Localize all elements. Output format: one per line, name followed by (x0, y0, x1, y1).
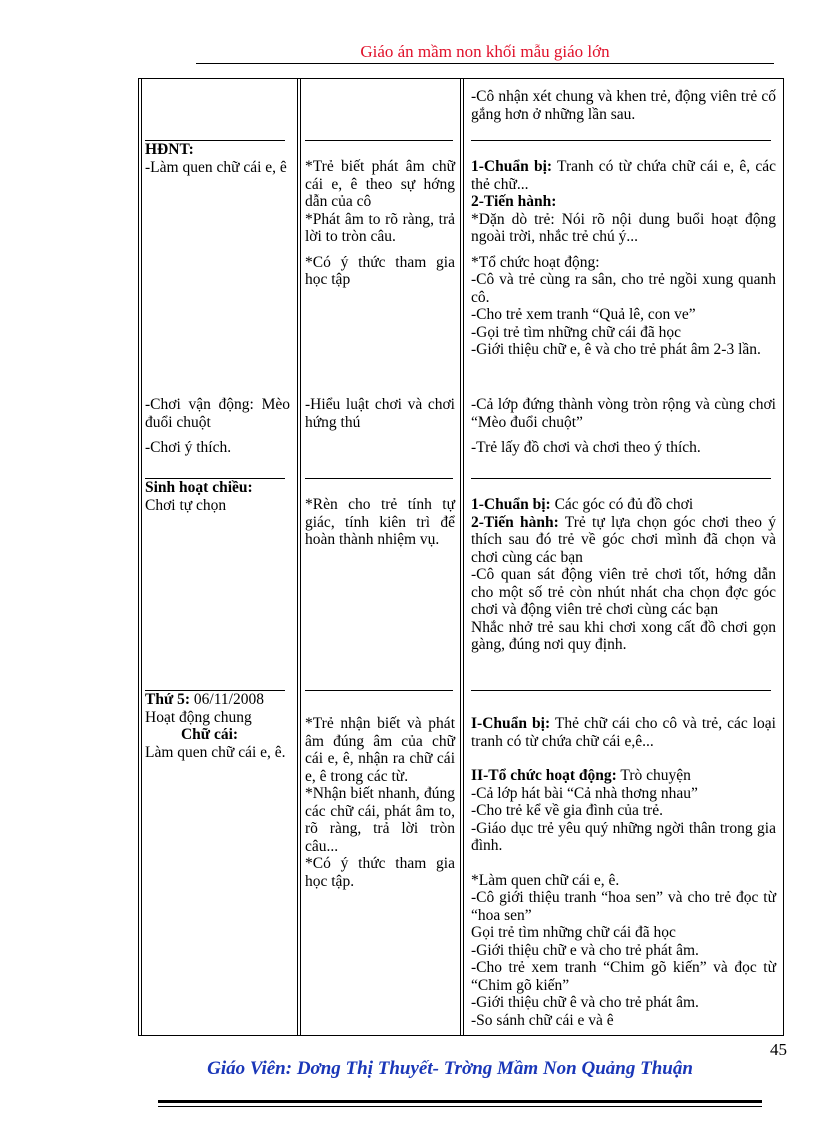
thursday-step: Gọi trẻ tìm những chữ cái đã học (471, 924, 676, 941)
thursday-goals (305, 715, 455, 890)
afternoon-procedure (471, 496, 776, 654)
game-step: -Cả lớp đứng thành vòng tròn rộng và cùng chơi “Mèo đuổi chuột” (471, 396, 776, 431)
separator (471, 478, 771, 479)
free-play-activity: -Chơi ý thích. (145, 439, 232, 456)
table-left-border (138, 78, 142, 1036)
hdnt-step: *Dặn dò trẻ: Nói rõ nội dung buổi hoạt động ngoài trời, nhắc trẻ chú ý... (471, 210, 776, 245)
free-play-step: -Trẻ lấy đồ chơi và chơi theo ý thích. (471, 439, 701, 456)
separator (471, 690, 771, 691)
game-column-1 (145, 396, 290, 457)
table-top-border (138, 78, 784, 79)
footer-rule (158, 1100, 762, 1103)
table-right-border (783, 78, 784, 1036)
separator (305, 140, 453, 141)
separator (305, 690, 453, 691)
table-bottom-border (138, 1035, 784, 1036)
evaluation-note: -Cô nhận xét chung và khen trẻ, động viên trẻ cố gắng hơn ở những lần sau. (471, 88, 776, 123)
page-header-title: Giáo án mầm non khối mẫu giáo lớn (360, 42, 610, 61)
thursday-step: -So sánh chữ cái e và ê (471, 1011, 614, 1029)
hdnt-step: -Cô và trẻ cùng ra sân, cho trẻ ngồi xung quanh cô. (471, 271, 776, 306)
thursday-procedure (471, 715, 776, 1029)
thursday-org-text: Trò chuyện (616, 767, 691, 784)
thursday-step: -Cho trẻ kể về gia đình của trẻ. (471, 802, 663, 819)
game-activity: -Chơi vận động: Mèo đuổi chuột (145, 396, 290, 431)
thursday-day-label: Thứ 5: (145, 691, 191, 708)
footer-teacher: Giáo Viên: Dơng Thị Thuyết- Trờng Mầm Non Quảng Thuận (207, 1058, 693, 1079)
separator (305, 478, 453, 479)
hdnt-goal-3: *Có ý thức tham gia học tập (305, 253, 455, 288)
thursday-column-1 (145, 691, 290, 761)
thursday-step: -Giới thiệu chữ e và cho trẻ phát âm. (471, 941, 699, 959)
hdnt-heading: HĐNT: (145, 141, 194, 158)
afternoon-goal: *Rèn cho trẻ tính tự giác, tính kiên trì để hoàn thành nhiệm vụ. (305, 496, 455, 548)
game-procedure (471, 396, 776, 457)
thursday-step: *Làm quen chữ cái e, ê. (471, 871, 620, 889)
afternoon-proc-label: 2-Tiến hành: (471, 513, 559, 531)
thursday-step: -Cả lớp hát bài “Cả nhà thơng nhau” (471, 784, 698, 802)
hdnt-column-1 (145, 141, 290, 176)
thursday-goal-1: *Trẻ nhận biết và phát âm đúng âm của chữ cái e, ê, nhận ra chữ cái e, ê trong các từ. (305, 715, 455, 785)
footer-rule (158, 1106, 762, 1107)
game-goal: -Hiểu luật chơi và chơi hứng thú (305, 396, 455, 431)
separator (471, 140, 771, 141)
hdnt-step: -Giới thiệu chữ e, ê và cho trẻ phát âm 2-3 lần. (471, 341, 761, 358)
thursday-prep-text: Thẻ chữ cái cho cô và trẻ, các loại tranh có từ chứa chữ cái e,ê... (471, 715, 776, 750)
afternoon-prep-text: Các góc có đủ đồ chơi (550, 496, 694, 513)
afternoon-heading: Sinh hoạt chiều: (145, 479, 253, 496)
table-divider-2 (460, 78, 464, 1036)
afternoon-topic: Chơi tự chọn (145, 496, 227, 514)
hdnt-proc-label: 2-Tiến hành: (471, 193, 557, 210)
thursday-goal-2: *Nhận biết nhanh, đúng các chữ cái, phát âm to, rõ ràng, trả lời tròn câu... (305, 785, 455, 855)
hdnt-step: -Gọi trẻ tìm những chữ cái đã học (471, 323, 682, 341)
page-number: 45 (770, 1040, 787, 1059)
thursday-org-label: II-Tổ chức hoạt động: (471, 767, 617, 784)
lesson-plan-table (138, 78, 784, 1036)
thursday-step: -Giới thiệu chữ ê và cho trẻ phát âm. (471, 994, 699, 1011)
hdnt-prep-text: Tranh có từ chứa chữ cái e, ê, các thẻ chữ... (471, 158, 776, 193)
hdnt-step: *Tổ chức hoạt động: (471, 253, 600, 271)
hdnt-prep-label: 1-Chuẩn bị: (471, 158, 553, 175)
thursday-date: 06/11/2008 (190, 691, 264, 708)
hdnt-procedure (471, 158, 776, 359)
header-rule (196, 63, 774, 64)
thursday-step: -Giáo dục trẻ yêu quý những ngời thân trong gia đình. (471, 819, 776, 854)
hdnt-goal-1: *Trẻ biết phát âm chữ cái e, ê theo sự hớng dẫn của cô (305, 158, 455, 210)
thursday-prep-label: I-Chuẩn bị: (471, 715, 551, 732)
hdnt-goal-2: *Phát âm to rõ ràng, trả lời to tròn câu. (305, 210, 455, 245)
thursday-topic: Làm quen chữ cái e, ê. (145, 743, 286, 761)
afternoon-step: -Cô quan sát động viên trẻ chơi tốt, hớng dẫn cho một số trẻ còn nhút nhát cha chọn đợc góc chơi và động viên trẻ chơi cùng các bạn (471, 566, 776, 618)
hdnt-goals (305, 158, 455, 289)
thursday-goal-3: *Có ý thức tham gia học tập. (305, 855, 455, 890)
afternoon-column-1 (145, 479, 290, 514)
thursday-activity: Hoạt động chung (145, 708, 252, 726)
thursday-step: -Cho trẻ xem tranh “Chim gõ kiến” và đọc từ “Chim gõ kiến” (471, 959, 776, 994)
hdnt-topic: -Làm quen chữ cái e, ê (145, 158, 287, 176)
afternoon-proc-text: Trẻ tự lựa chọn góc chơi theo ý thích sau đó trẻ về góc chơi mình đã chọn và chơi cùng các bạn (471, 513, 776, 566)
afternoon-step: Nhắc nhở trẻ sau khi chơi xong cất đồ chơi gọn gàng, đúng nơi quy định. (471, 618, 776, 653)
thursday-step: -Cô giới thiệu tranh “hoa sen” và cho trẻ đọc từ “hoa sen” (471, 889, 776, 924)
table-divider-1 (297, 78, 301, 1036)
afternoon-prep-label: 1-Chuẩn bị: (471, 496, 551, 513)
thursday-subject: Chữ cái: (180, 726, 239, 743)
hdnt-step: -Cho trẻ xem tranh “Quả lê, con ve” (471, 306, 696, 323)
